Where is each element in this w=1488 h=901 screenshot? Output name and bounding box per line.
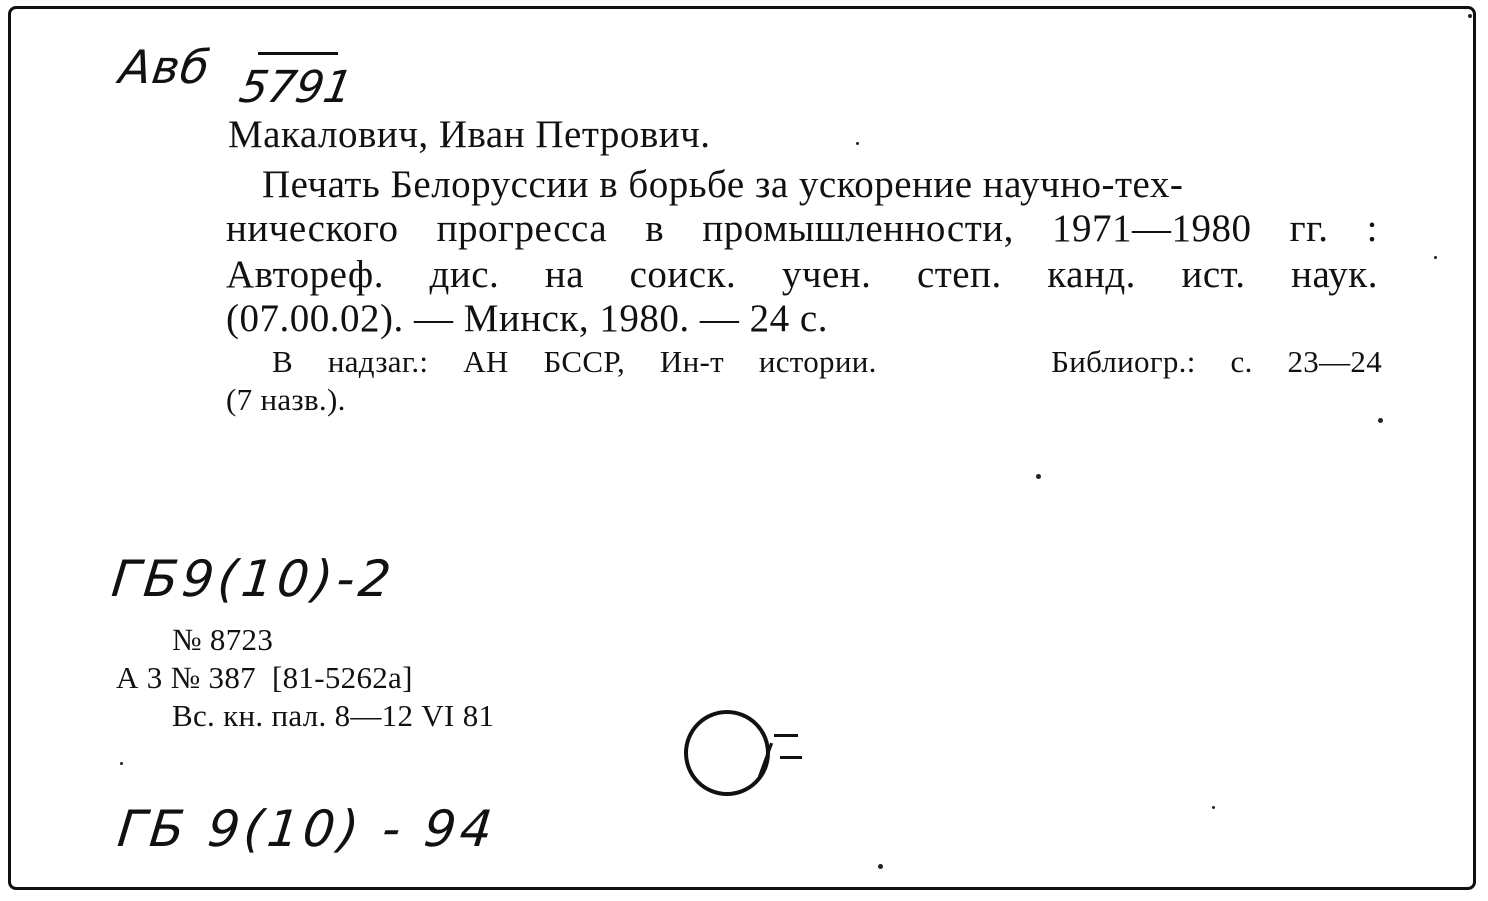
shelf-mark-bottom: ГБ 9(10) - 94 xyxy=(114,800,500,858)
title-line-4: (07.00.02). — Минск, 1980. — 24 с. xyxy=(226,297,828,340)
acquisition-code: Авб xyxy=(116,40,214,94)
punch-hole xyxy=(684,710,770,796)
author-heading: Макалович, Иван Петрович. xyxy=(228,113,711,156)
scan-speck xyxy=(856,142,859,145)
scan-speck xyxy=(1212,806,1215,809)
scan-speck xyxy=(878,864,883,869)
registry-code: А 3 № 387 [81-5262а] xyxy=(116,660,413,695)
registry-number: № 8723 xyxy=(172,622,274,657)
scan-speck xyxy=(120,762,123,765)
note-line-2: (7 назв.). xyxy=(226,382,346,417)
scan-speck xyxy=(1468,14,1472,18)
scan-speck xyxy=(1378,418,1383,423)
hole-mark-2 xyxy=(780,756,802,759)
acquisition-number: 5791 xyxy=(235,62,357,113)
scan-speck xyxy=(1434,256,1437,259)
scan-speck xyxy=(1036,474,1041,479)
title-line-2: нического прогресса в промышленности, 1971—1980 гг. : xyxy=(226,207,1378,250)
note-line-1: В надзаг.: АН БССР, Ин-т истории. Библиогр.: с. 23—24 xyxy=(272,344,1382,379)
hole-mark-1 xyxy=(774,734,798,737)
book-chamber: Вс. кн. пал. 8—12 VI 81 xyxy=(172,698,495,733)
shelf-mark-top: ГБ9(10)-2 xyxy=(108,550,398,608)
title-line-3: Автореф. дис. на соиск. учен. степ. канд. ист. наук. xyxy=(226,253,1378,296)
title-line-1: Печать Белоруссии в борьбе за ускорение научно-тех- xyxy=(262,163,1184,206)
acquisition-number-overline xyxy=(258,52,338,55)
